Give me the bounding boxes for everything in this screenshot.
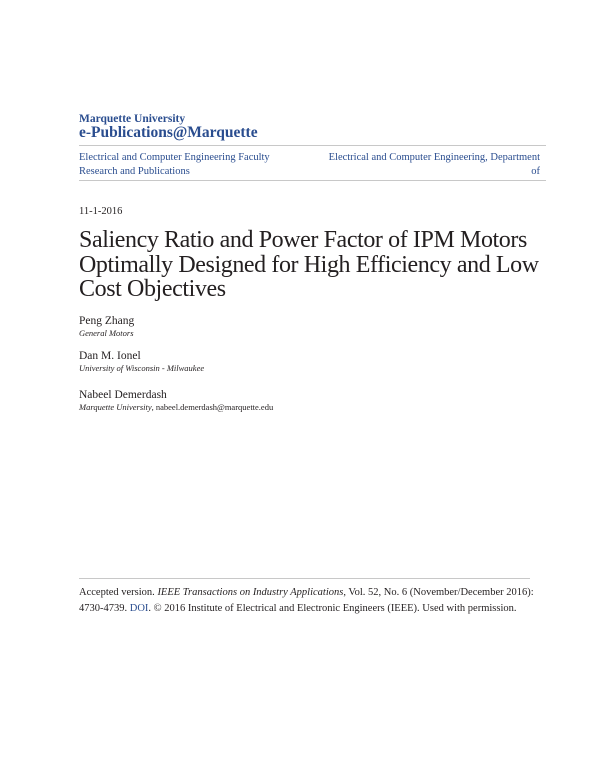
copyright-notice: . © 2016 Institute of Electrical and Electronic Engineers (IEEE). Used with permission. xyxy=(148,603,517,614)
paper-title: Saliency Ratio and Power Factor of IPM Motors Optimally Designed for High Efficiency and Low Cost Objectives xyxy=(79,227,539,302)
top-divider xyxy=(79,145,546,146)
author-block-3 xyxy=(79,389,273,413)
author-affiliation: General Motors xyxy=(79,328,134,338)
author-block-2 xyxy=(79,350,204,374)
collection-link-faculty-research[interactable]: Electrical and Computer Engineering Faculty Research and Publications xyxy=(79,152,270,177)
author-affiliation-line xyxy=(79,402,273,413)
collection-link-department[interactable] xyxy=(300,151,540,179)
citation-divider xyxy=(79,578,530,579)
department-line-2: of xyxy=(531,166,540,177)
author-name: Nabeel Demerdash xyxy=(79,389,167,401)
author-email: , nabeel.demerdash@marquette.edu xyxy=(151,402,274,412)
department-line-1: Electrical and Computer Engineering, Department xyxy=(328,152,540,163)
publication-date: 11-1-2016 xyxy=(79,206,123,217)
author-affiliation: University of Wisconsin - Milwaukee xyxy=(79,363,205,373)
author-block-1 xyxy=(79,315,134,339)
author-name: Peng Zhang xyxy=(79,315,135,327)
journal-name: IEEE Transactions on Industry Applications xyxy=(157,587,344,598)
repository-link[interactable]: e-Publications@Marquette xyxy=(79,124,258,141)
institution-name: Marquette University xyxy=(79,113,186,125)
doi-link[interactable]: DOI xyxy=(129,603,149,614)
author-affiliation: Marquette University xyxy=(79,402,152,412)
citation-prefix: Accepted version. xyxy=(79,587,158,598)
collections-divider xyxy=(79,180,546,181)
author-name: Dan M. Ionel xyxy=(79,350,141,362)
citation-text xyxy=(79,585,534,617)
citation-details: , Vol. 52, No. 6 (November/December 2016): 4730-4739. xyxy=(79,587,534,614)
